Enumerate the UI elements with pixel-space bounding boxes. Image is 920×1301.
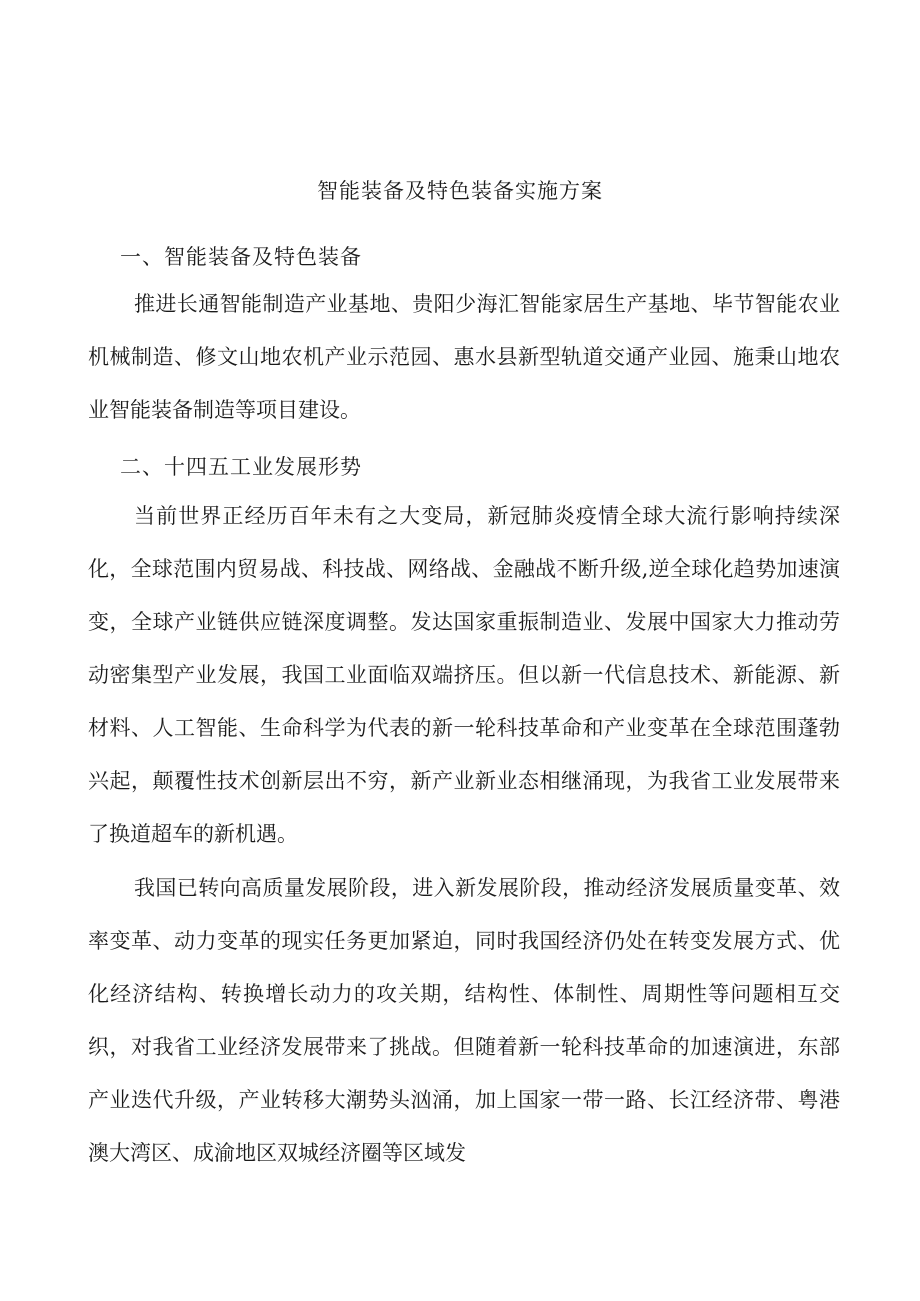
section-2-paragraph-2: 我国已转向高质量发展阶段，进入新发展阶段，推动经济发展质量变革、效率变革、动力变革的现实任务更加紧迫，同时我国经济仍处在转变发展方式、优化经济结构、转换增长动力的攻关期，结构性、体制性、周期性等问题相互交织，对我省工业经济发展带来了挑战。但随着新一轮科技革命的加速演进，东部产业迭代升级，产业转移大潮势头汹涌，加上国家一带一路、长江经济带、粤港澳大湾区、成渝地区双城经济圈等区域发 (88, 876, 840, 1165)
section-heading-1: 一、智能装备及特色装备 (120, 245, 362, 269)
section-2-paragraph-1: 当前世界正经历百年未有之大变局，新冠肺炎疫情全球大流行影响持续深化，全球范围内贸易战、科技战、网络战、金融战不断升级,逆全球化趋势加速演变，全球产业链供应链深度调整。发达国家重振制造业、发展中国家大力推动劳动密集型产业发展，我国工业面临双端挤压。但以新一代信息技术、新能源、新材料、人工智能、生命科学为代表的新一轮科技革命和产业变革在全球范围蓬勃兴起，颠覆性技术创新层出不穷，新产业新业态相继涌现，为我省工业发展带来了换道超车的新机遇。 (88, 504, 840, 846)
section-1-paragraph-1: 推进长通智能制造产业基地、贵阳少海汇智能家居生产基地、毕节智能农业机械制造、修文山地农机产业示范园、惠水县新型轨道交通产业园、施秉山地农业智能装备制造等项目建设。 (88, 292, 840, 422)
document-title: 智能装备及特色装备实施方案 (317, 179, 603, 203)
section-heading-2: 二、十四五工业发展形势 (120, 455, 362, 479)
